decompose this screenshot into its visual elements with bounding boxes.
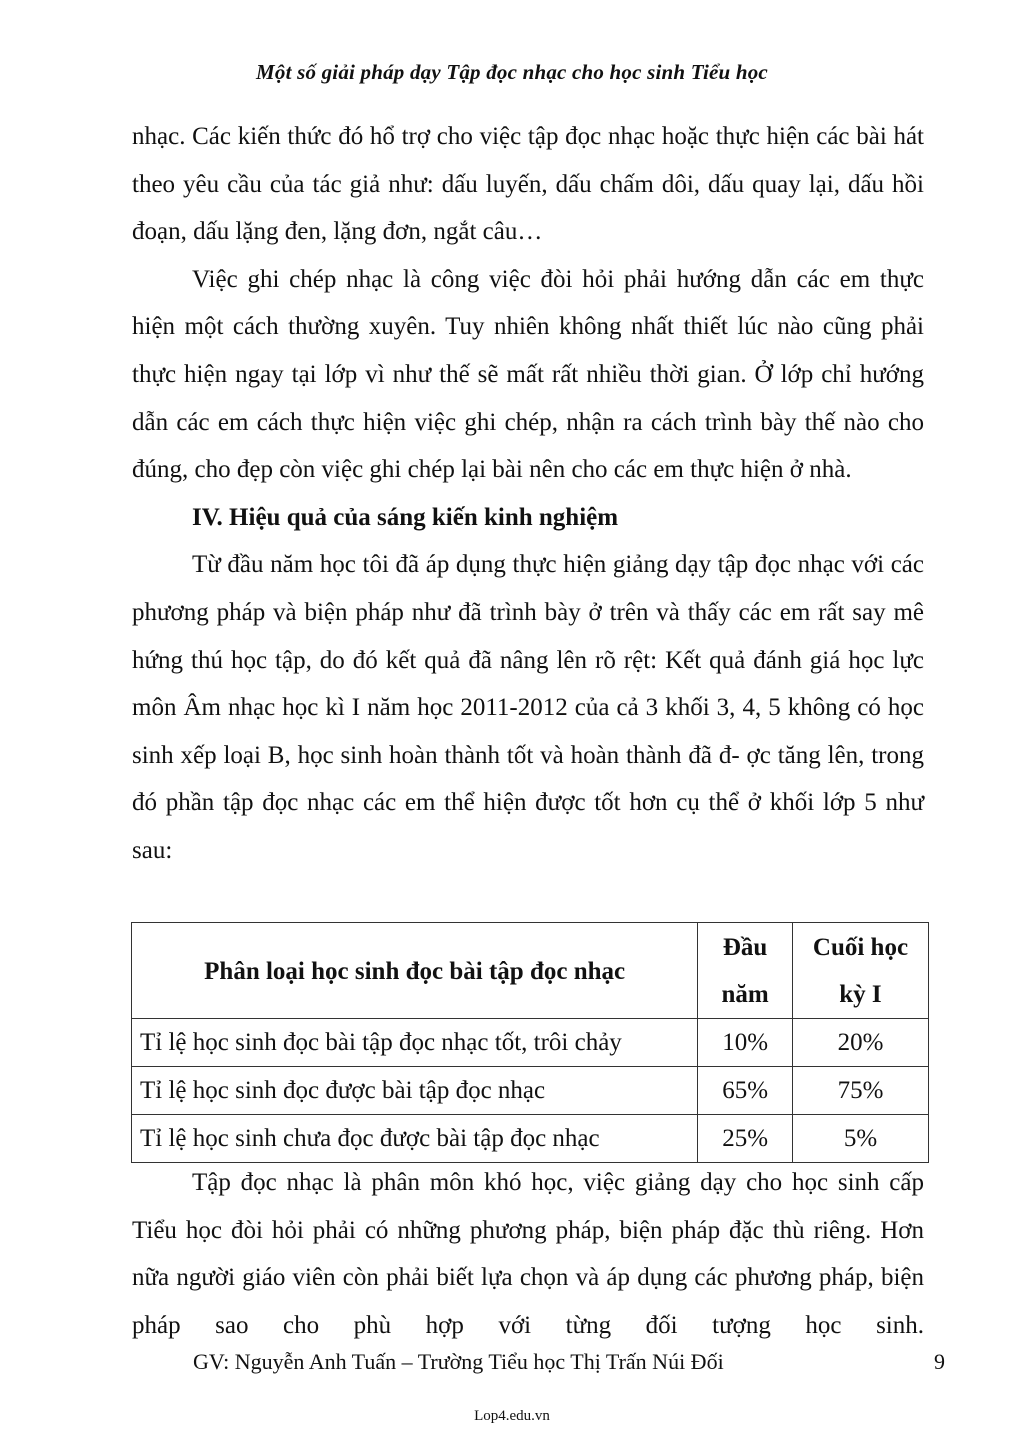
row-end-value: 5% <box>792 1115 928 1163</box>
paragraph-note-taking: Việc ghi chép nhạc là công việc đòi hỏi phải hướng dẫn các em thực hiện một cách thường xuyên. Tuy nhiên không nhất thiết lúc nào cũng phải thực hiện ngay tại lớp vì như thế sẽ mất rất nhiều thời gian. Ở lớp chỉ hướng dẫn các em cách thực hiện việc ghi chép, nhận ra cách trình bày thế nào cho đúng, cho đẹp còn việc ghi chép lại bài nên cho các em thực hiện ở nhà. <box>132 265 924 484</box>
page-number: 9 <box>934 1349 945 1374</box>
row-end-value: 75% <box>792 1067 928 1115</box>
header-start-of-year <box>698 923 793 1019</box>
source-watermark: Lop4.edu.vn <box>474 1408 550 1424</box>
header-start-line1: Đầu <box>722 934 768 961</box>
row-end-value: 20% <box>792 1019 928 1067</box>
running-header: Một số giải pháp dạy Tập đọc nhạc cho học sinh Tiểu học <box>256 60 768 84</box>
footer-author: GV: Nguyễn Anh Tuấn – Trường Tiểu học Thị Trấn Núi Đối <box>193 1349 724 1374</box>
row-start-value: 10% <box>698 1019 793 1067</box>
table-header-row <box>132 923 929 1019</box>
header-end-line1: Cuối học <box>812 934 909 961</box>
paragraph-continuation: nhạc. Các kiến thức đó hổ trợ cho việc tập đọc nhạc hoặc thực hiện các bài hát theo yêu cầu của tác giả như: dấu luyến, dấu chấm dôi, dấu quay lại, dấu hồi đoạn, dấu lặng đen, lặng đơn, ngắt câu… <box>132 123 924 246</box>
header-end-line2: kỳ I <box>839 981 882 1008</box>
results-table <box>131 922 929 1163</box>
main-text <box>132 113 924 875</box>
table-row <box>132 1067 929 1115</box>
section-heading: IV. Hiệu quả của sáng kiến kinh nghiệm <box>192 503 619 531</box>
header-end-of-term <box>792 923 928 1019</box>
table-row <box>132 1115 929 1163</box>
page-footer <box>0 1349 1024 1379</box>
row-start-value: 25% <box>698 1115 793 1163</box>
row-category: Tỉ lệ học sinh chưa đọc được bài tập đọc nhạc <box>132 1115 698 1163</box>
row-category: Tỉ lệ học sinh đọc được bài tập đọc nhạc <box>132 1067 698 1115</box>
closing-text <box>132 1159 924 1349</box>
table-row <box>132 1019 929 1067</box>
header-start-line2: năm <box>721 981 769 1008</box>
header-category: Phân loại học sinh đọc bài tập đọc nhạc <box>132 923 698 1019</box>
paragraph-conclusion: Tập đọc nhạc là phân môn khó học, việc giảng dạy cho học sinh cấp Tiểu học đòi hỏi phải có những phương pháp, biện pháp đặc thù riêng. Hơn nữa người giáo viên còn phải biết lựa chọn và áp dụng các phương pháp, biện pháp sao cho phù hợp với từng đối tượng học sinh. <box>132 1169 924 1339</box>
row-category: Tỉ lệ học sinh đọc bài tập đọc nhạc tốt, trôi chảy <box>132 1019 698 1067</box>
paragraph-results: Từ đầu năm học tôi đã áp dụng thực hiện giảng dạy tập đọc nhạc với các phương pháp và biện pháp như đã trình bày ở trên và thấy các em rất say mê hứng thú học tập, do đó kết quả đã nâng lên rõ rệt: Kết quả đánh giá học lực môn Âm nhạc học kì I năm học 2011-2012 của cả 3 khối 3, 4, 5 không có học sinh xếp loại B, học sinh hoàn thành tốt và hoàn thành đã đ- ợc tăng lên, trong đó phần tập đọc nhạc các em thể hiện được tốt hơn cụ thể ở khối lớp 5 như sau: <box>132 551 924 864</box>
row-start-value: 65% <box>698 1067 793 1115</box>
